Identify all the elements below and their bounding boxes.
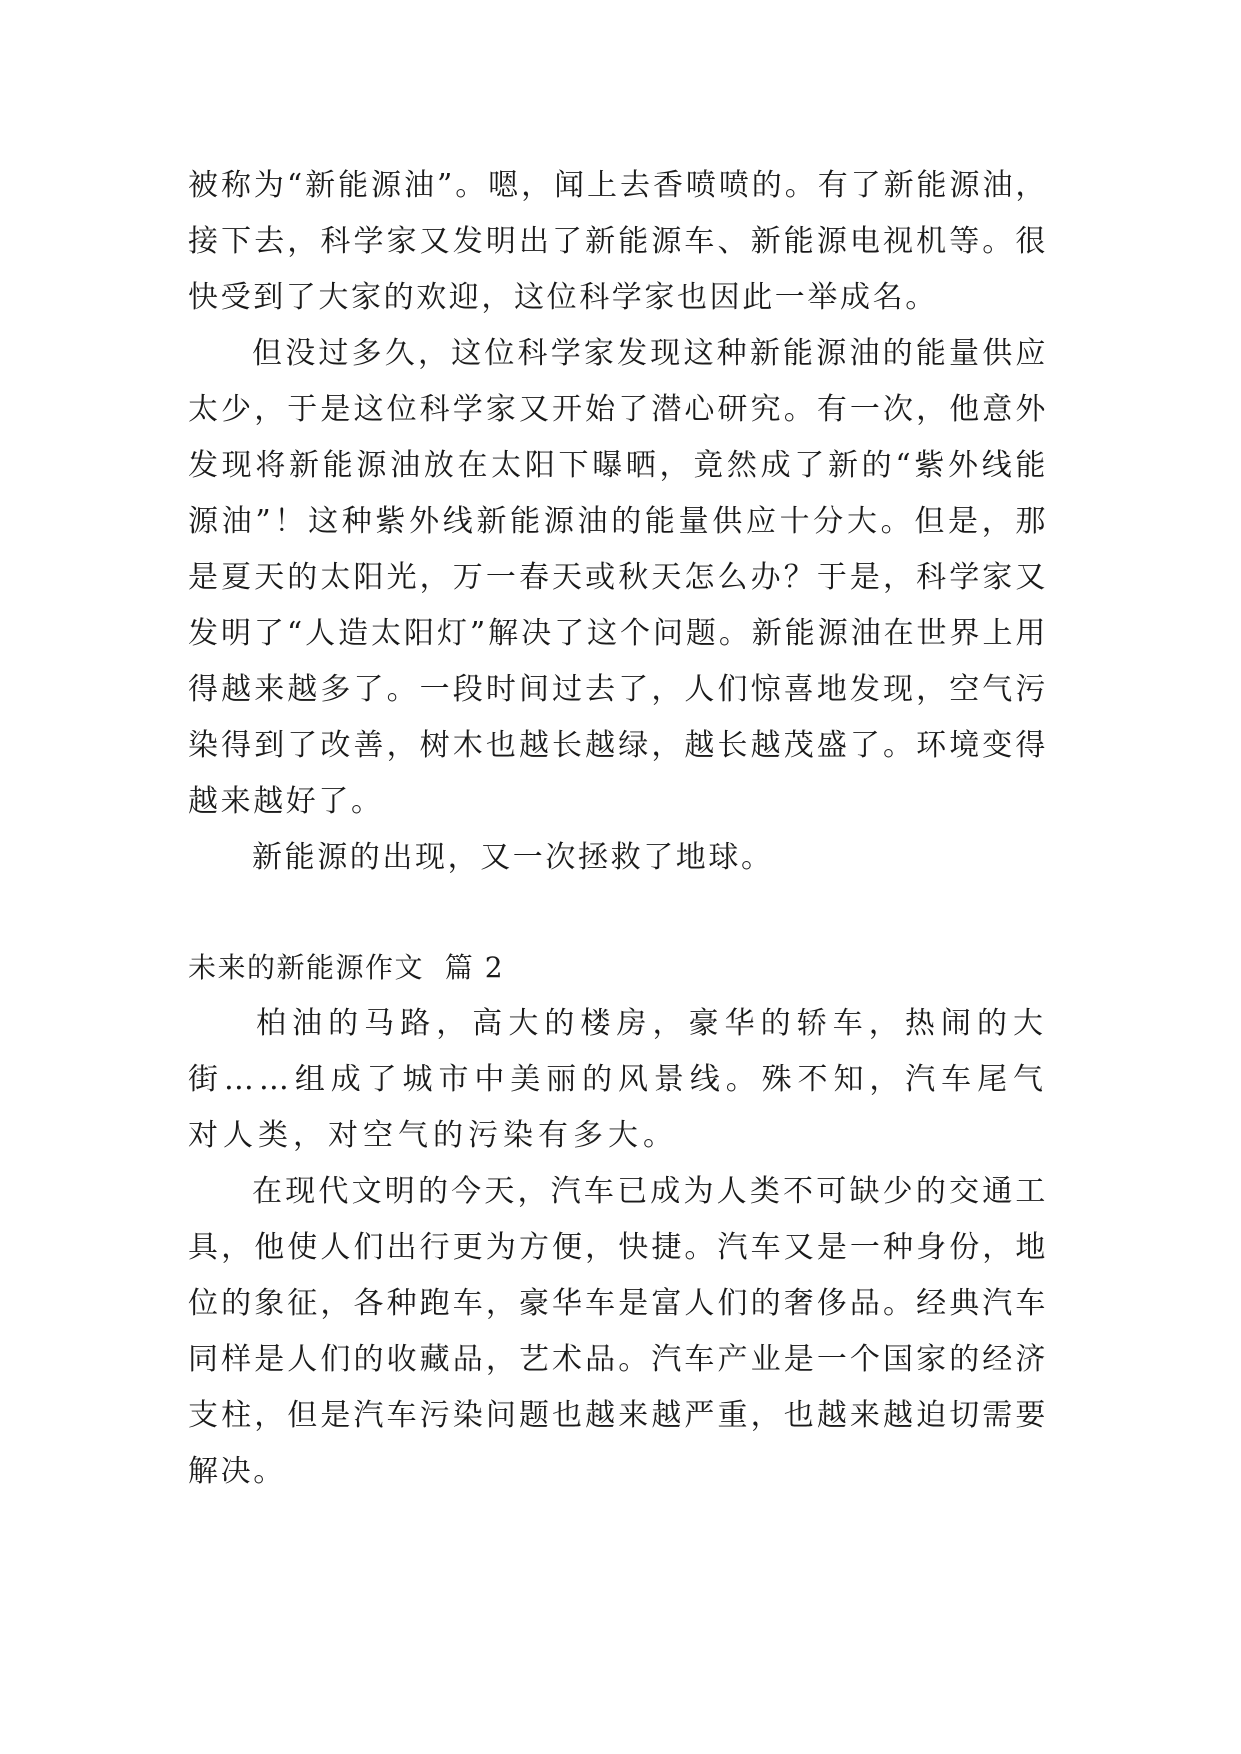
paragraph: 被称为“新能源油”。嗯，闻上去香喷喷的。有了新能源油，接下去，科学家又发明出了新能源车、新能源电视机等。很快受到了大家的欢迎，这位科学家也因此一举成名。: [188, 168, 1048, 315]
paragraph: 新能源的出现，又一次拯救了地球。: [252, 840, 774, 875]
document-body: [188, 158, 1048, 1500]
paragraph: 但没过多久，这位科学家发现这种新能源油的能量供应太少，于是这位科学家又开始了潜心研究。有一次，他意外发现将新能源油放在太阳下曝晒，竟然成了新的“紫外线能源油”！这种紫外线新能源油的能量供应十分大。但是，那是夏天的太阳光，万一春天或秋天怎么办？于是，科学家又发明了“人造太阳灯”解决了这个问题。新能源油在世界上用得越来越多了。一段时间过去了，人们惊喜地发现，空气污染得到了改善，树木也越长越绿，越长越茂盛了。环境变得越来越好了。: [188, 336, 1048, 819]
paragraph: 在现代文明的今天，汽车已成为人类不可缺少的交通工具，他使人们出行更为方便，快捷。汽车又是一种身份，地位的象征，各种跑车，豪华车是富人们的奢侈品。经典汽车同样是人们的收藏品，艺术品。汽车产业是一个国家的经济支柱，但是汽车污染问题也越来越严重，也越来越迫切需要解决。: [188, 1174, 1048, 1489]
paragraph: 柏油的马路，高大的楼房，豪华的轿车，热闹的大街……组成了城市中美丽的风景线。殊不知，汽车尾气对人类，对空气的污染有多大。: [188, 1006, 1048, 1153]
section-heading: 未来的新能源作文 篇 2: [188, 951, 505, 984]
